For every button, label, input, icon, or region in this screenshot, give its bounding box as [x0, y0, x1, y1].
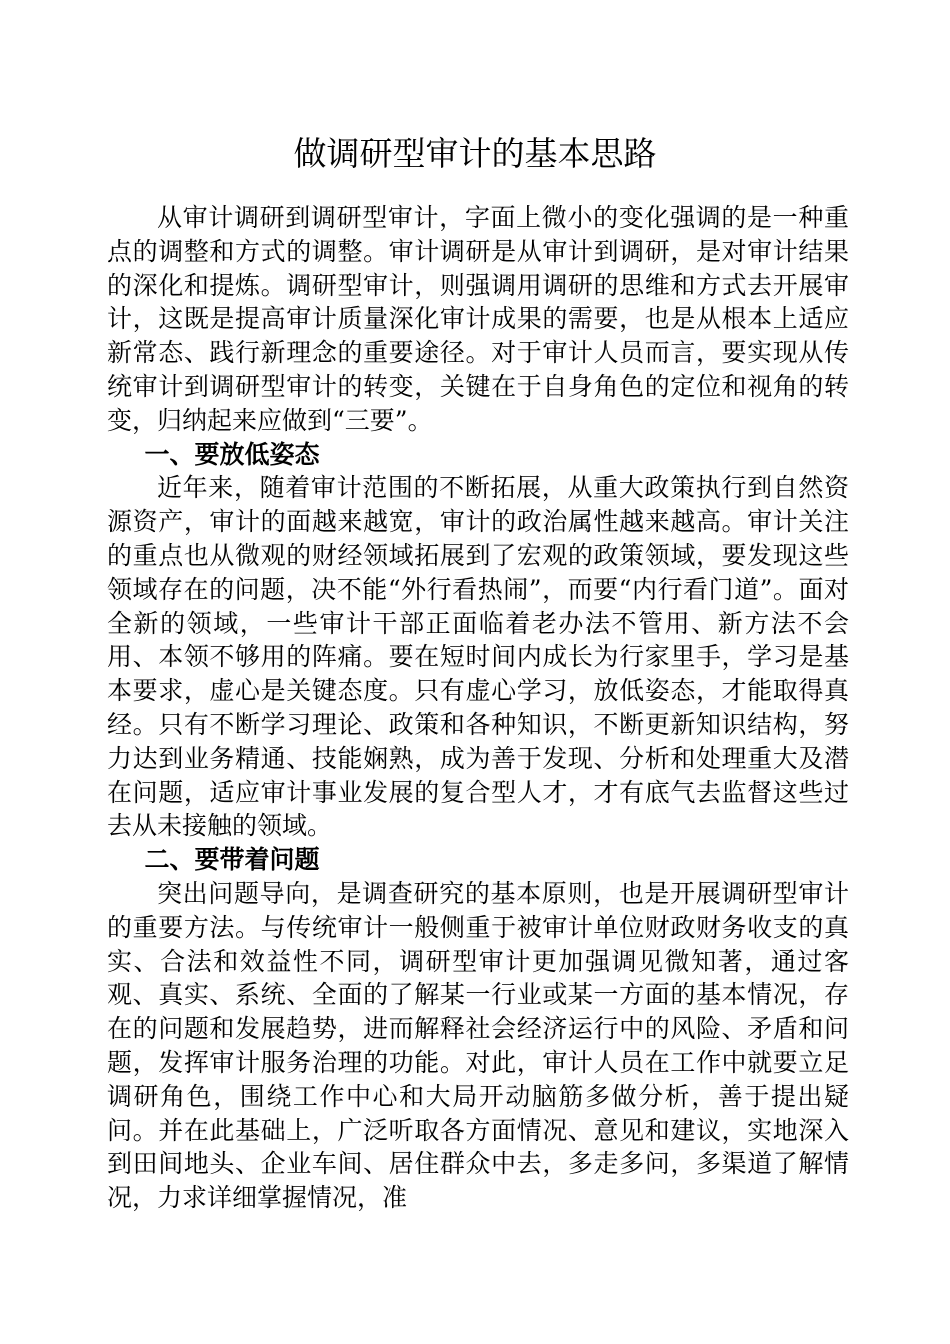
document-title: 做调研型审计的基本思路: [293, 134, 657, 173]
intro-paragraph: 从审计调研到调研型审计，字面上微小的变化强调的是一种重点的调整和方式的调整。审计调研是从审计到调研，是对审计结果的深化和提炼。调研型审计，则强调用调研的思维和方式去开展审计，这既是提高审计质量深化审计成果的需要，也是从根本上适应新常态、践行新理念的重要途径。对于审计人员而言，要实现从传统审计到调研型审计的转变，关键在于自身角色的定位和视角的转变，归纳起来应做到“三要”。: [107, 203, 849, 435]
section-heading-2: 二、要带着问题: [144, 845, 320, 875]
section-paragraph-1: 近年来，随着审计范围的不断拓展，从重大政策执行到自然资源资产，审计的面越来越宽，审计的政治属性越来越高。审计关注的重点也从微观的财经领域拓展到了宏观的政策领域，要发现这些领域存在的问题，决不能“外行看热闹”，而要“内行看门道”。面对全新的领域，一些审计干部正面临着老办法不管用、新方法不会用、本领不够用的阵痛。要在短时间内成长为行家里手，学习是基本要求，虚心是关键态度。只有虚心学习，放低姿态，才能取得真经。只有不断学习理论、政策和各种知识，不断更新知识结构，努力达到业务精通、技能娴熟，成为善于发现、分析和处理重大及潜在问题，适应审计事业发展的复合型人才，才有底气去监督这些过去从未接触的领域。: [107, 473, 849, 841]
section-heading-1: 一、要放低姿态: [144, 439, 320, 469]
document-body: [107, 201, 849, 1215]
section-paragraph-2: 突出问题导向，是调查研究的基本原则，也是开展调研型审计的重要方法。与传统审计一般侧重于被审计单位财政财务收支的真实、合法和效益性不同，调研型审计更加强调见微知著，通过客观、真实、系统、全面的了解某一行业或某一方面的基本情况，存在的问题和发展趋势，进而解释社会经济运行中的风险、矛盾和问题，发挥审计服务治理的功能。对此，审计人员在工作中就要立足调研角色，围绕工作中心和大局开动脑筋多做分析，善于提出疑问。并在此基础上，广泛听取各方面情况、意见和建议，实地深入到田间地头、企业车间、居住群众中去，多走多问，多渠道了解情况，力求详细掌握情况，准: [107, 878, 849, 1213]
